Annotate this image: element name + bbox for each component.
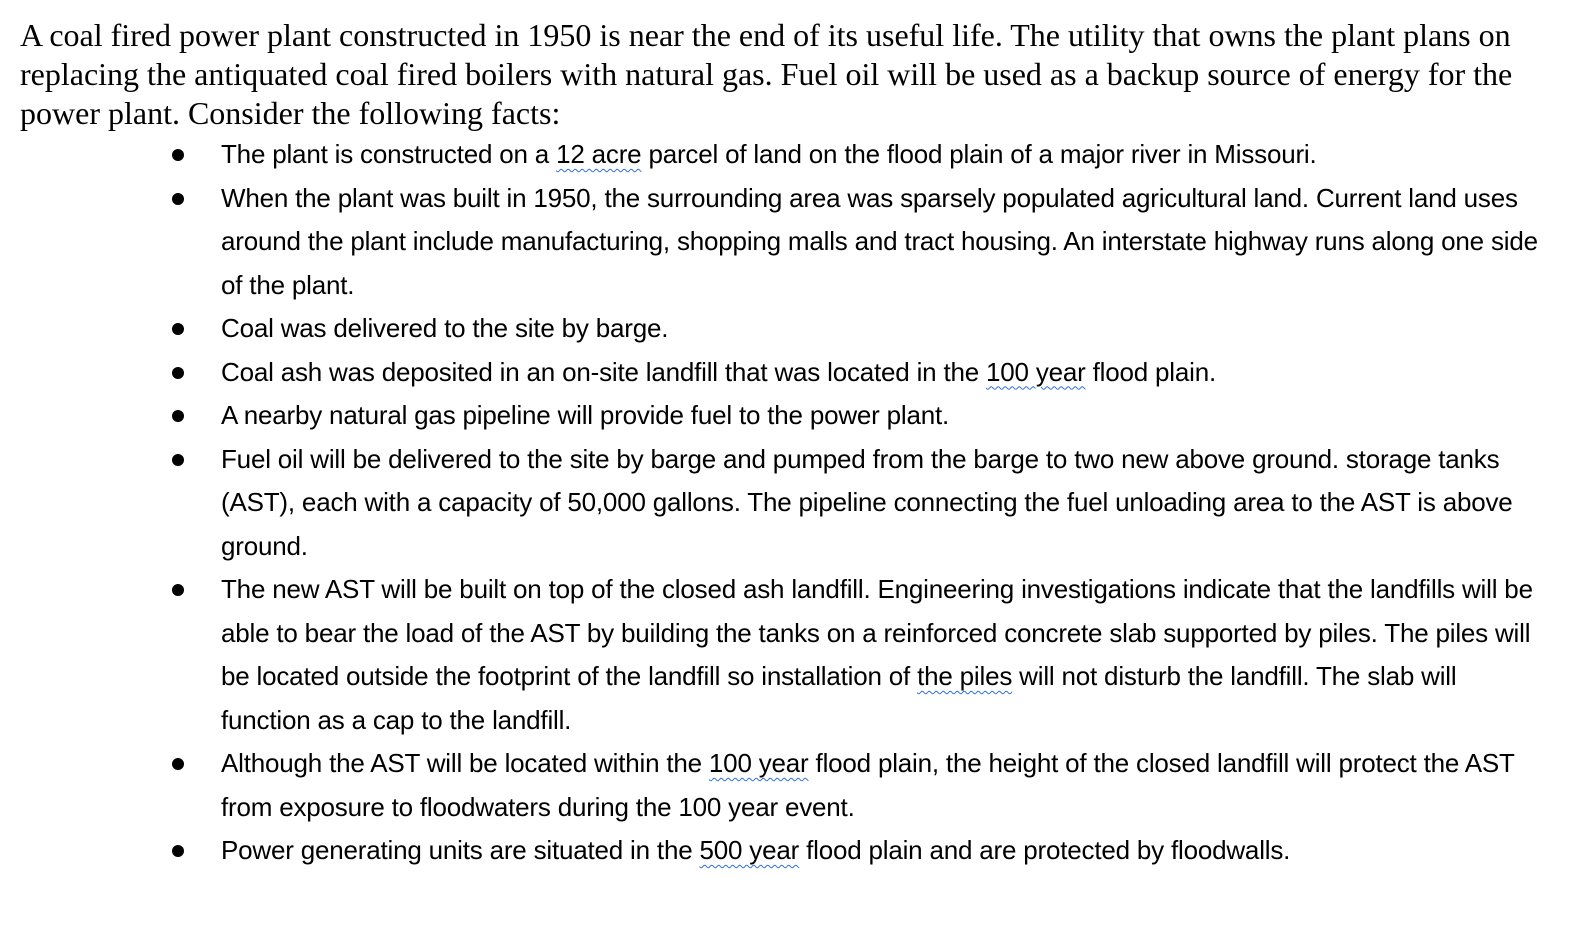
- bullet-icon: [172, 584, 184, 596]
- facts-list: [0, 133, 1592, 873]
- bullet-icon: [172, 410, 184, 422]
- list-item-text: Fuel oil will be delivered to the site by barge and pumped from the barge to two new above ground. storage tanks (AST), each with a capacity of 50,000 gallons. The pipeline connecting the fuel unloading area to the AST is above ground.: [221, 443, 1513, 561]
- list-item: [0, 307, 1592, 351]
- list-item: [0, 829, 1592, 873]
- list-item-text: The new AST will be built on top of the closed ash landfill. Engineering investigations indicate that the landfills will be able to bear the load of the AST by building the tanks on a reinforced concrete slab supported by piles. The piles will be located outside the footprint of the landfill so installation of the piles will not disturb the landfill. The slab will function as a cap to the landfill.: [221, 574, 1533, 735]
- list-item-text: Coal ash was deposited in an on-site landfill that was located in the 100 year flood plain.: [221, 356, 1217, 387]
- list-item: [0, 742, 1592, 829]
- bullet-icon: [172, 758, 184, 770]
- list-item: [0, 438, 1592, 569]
- bullet-icon: [172, 193, 184, 205]
- list-item-text: Power generating units are situated in the 500 year flood plain and are protected by floodwalls.: [221, 835, 1291, 865]
- list-item: [0, 351, 1592, 395]
- spellcheck-flag[interactable]: 100 year: [986, 356, 1086, 387]
- spellcheck-flag[interactable]: 12 acre: [556, 139, 642, 169]
- bullet-icon: [172, 367, 184, 379]
- list-item: [0, 133, 1592, 177]
- bullet-icon: [172, 845, 184, 857]
- bullet-icon: [172, 323, 184, 335]
- list-item: [0, 394, 1592, 438]
- intro-paragraph: A coal fired power plant constructed in 1950 is near the end of its useful life. The utility that owns the plant plans on replacing the antiquated coal fired boilers with natural gas. Fuel oil will be used as a backup source of energy for the power plant. Consider the following facts:: [20, 17, 1513, 131]
- list-item-text: Coal was delivered to the site by barge.: [221, 313, 669, 343]
- bullet-icon: [172, 149, 184, 161]
- list-item: [0, 177, 1592, 308]
- spellcheck-flag[interactable]: the piles: [917, 661, 1013, 691]
- list-item: [0, 568, 1592, 742]
- list-item-text: The plant is constructed on a 12 acre parcel of land on the flood plain of a major river in Missouri.: [221, 139, 1317, 169]
- list-item-text: When the plant was built in 1950, the surrounding area was sparsely populated agricultural land. Current land uses around the plant include manufacturing, shopping malls and tract housing. An interstate highway runs along one side of the plant.: [221, 182, 1538, 300]
- spellcheck-flag[interactable]: 100 year: [708, 748, 809, 778]
- list-item-text: A nearby natural gas pipeline will provide fuel to the power plant.: [221, 400, 950, 430]
- spellcheck-flag[interactable]: 500 year: [699, 835, 800, 865]
- bullet-icon: [172, 454, 184, 466]
- list-item-text: Although the AST will be located within the 100 year flood plain, the height of the closed landfill will protect the AST from exposure to floodwaters during the 100 year event.: [221, 748, 1515, 822]
